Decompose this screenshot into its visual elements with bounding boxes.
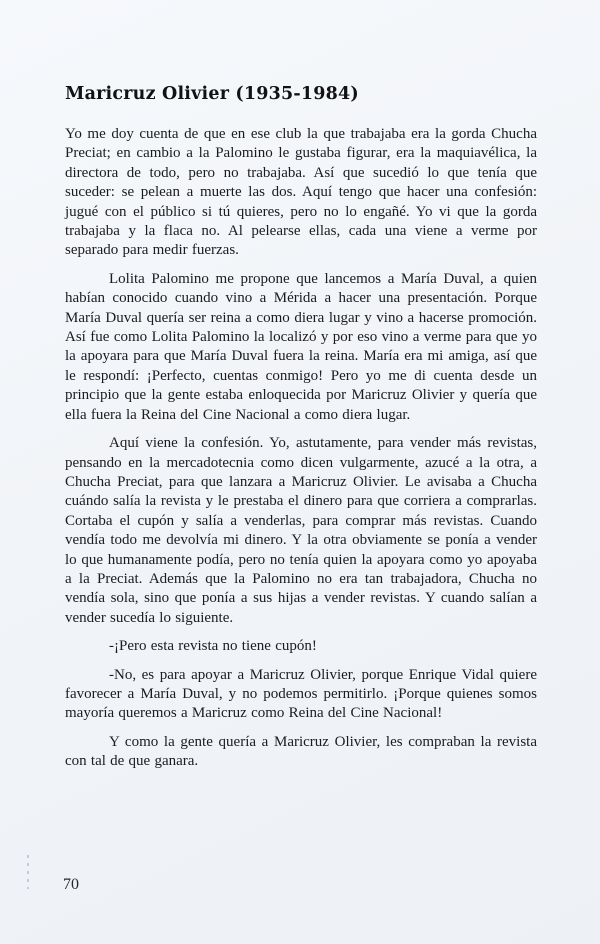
paragraph-confesion: Aquí viene la confesión. Yo, astutamente, para vender más revistas, pensando en la mercadotecnia como dicen vulgarmente, azucé a la otra, a Chucha Preciat, para que lanzara a Maricruz Olivier. Le avisaba a Chucha cuándo salía la revista y le prestaba el dinero para que corriera a comprarlas. Cortaba el cupón y salía a venderlas, para comprar más revistas. Cuando vendía todo me devolvía mi dinero. Y la otra obviamente se ponía a vender lo que humanamente podía, pero no tenía quien la apoyara como yo apoyaba a la Preciat. Además que la Palomino no era tan trabajadora, Chucha no vendía sola, sino que ponía a sus hijas a vender revistas. Y cuando salían a vender sucedía lo siguiente. bbox=[65, 435, 537, 626]
paragraph-dialogue-respuesta: -No, es para apoyar a Maricruz Olivier, porque Enrique Vidal quiere favorecer a María Duval, y no podemos permitirlo. ¡Porque quienes somos mayoría queremos a Maricruz como Reina del Cine Nacional! bbox=[65, 666, 537, 722]
paragraph-lolita-palomino: Lolita Palomino me propone que lancemos a María Duval, a quien habían conocido cuando vino a Mérida a hacer una presentación. Porque María Duval quería ser reina a como diera lugar y vino a hacerse promoción. Así fue como Lolita Palomino la localizó y por eso vino a verme para que yo la apoyara para que María Duval fuera la reina. María era mi amiga, así que le respondí: ¡Perfecto, cuentas conmigo! Pero yo me di cuenta desde un principio que la gente estaba enloquecida por Maricruz Olivier y quería que ella fuera la Reina del Cine Nacional a como diera lugar. bbox=[65, 270, 537, 423]
article-body bbox=[65, 125, 537, 772]
page-content bbox=[65, 84, 537, 781]
section-title: Maricruz Olivier (1935-1984) bbox=[65, 84, 359, 104]
page-number: 70 bbox=[63, 876, 79, 893]
paragraph-dialogue-cupon: -¡Pero esta revista no tiene cupón! bbox=[109, 638, 317, 655]
paragraph-intro: Yo me doy cuenta de que en ese club la que trabajaba era la gorda Chucha Preciat; en cambio a la Palomino le gustaba figurar, era la maquiavélica, la directora de todo, pero no trabajaba. Así que sucedió lo que tenía que suceder: se pelean a muerte las dos. Aquí tengo que hacer una confesión: jugué con el público si tú quieres, pero no lo engañé. Yo vi que la gorda trabajaba y la flaca no. Al pelearse ellas, cada una viene a verme por separado para medir fuerzas. bbox=[65, 126, 537, 259]
paragraph-cierre: Y como la gente quería a Maricruz Olivier, les compraban la revista con tal de que ganara. bbox=[65, 733, 537, 770]
scan-artifact-mark bbox=[27, 855, 29, 889]
